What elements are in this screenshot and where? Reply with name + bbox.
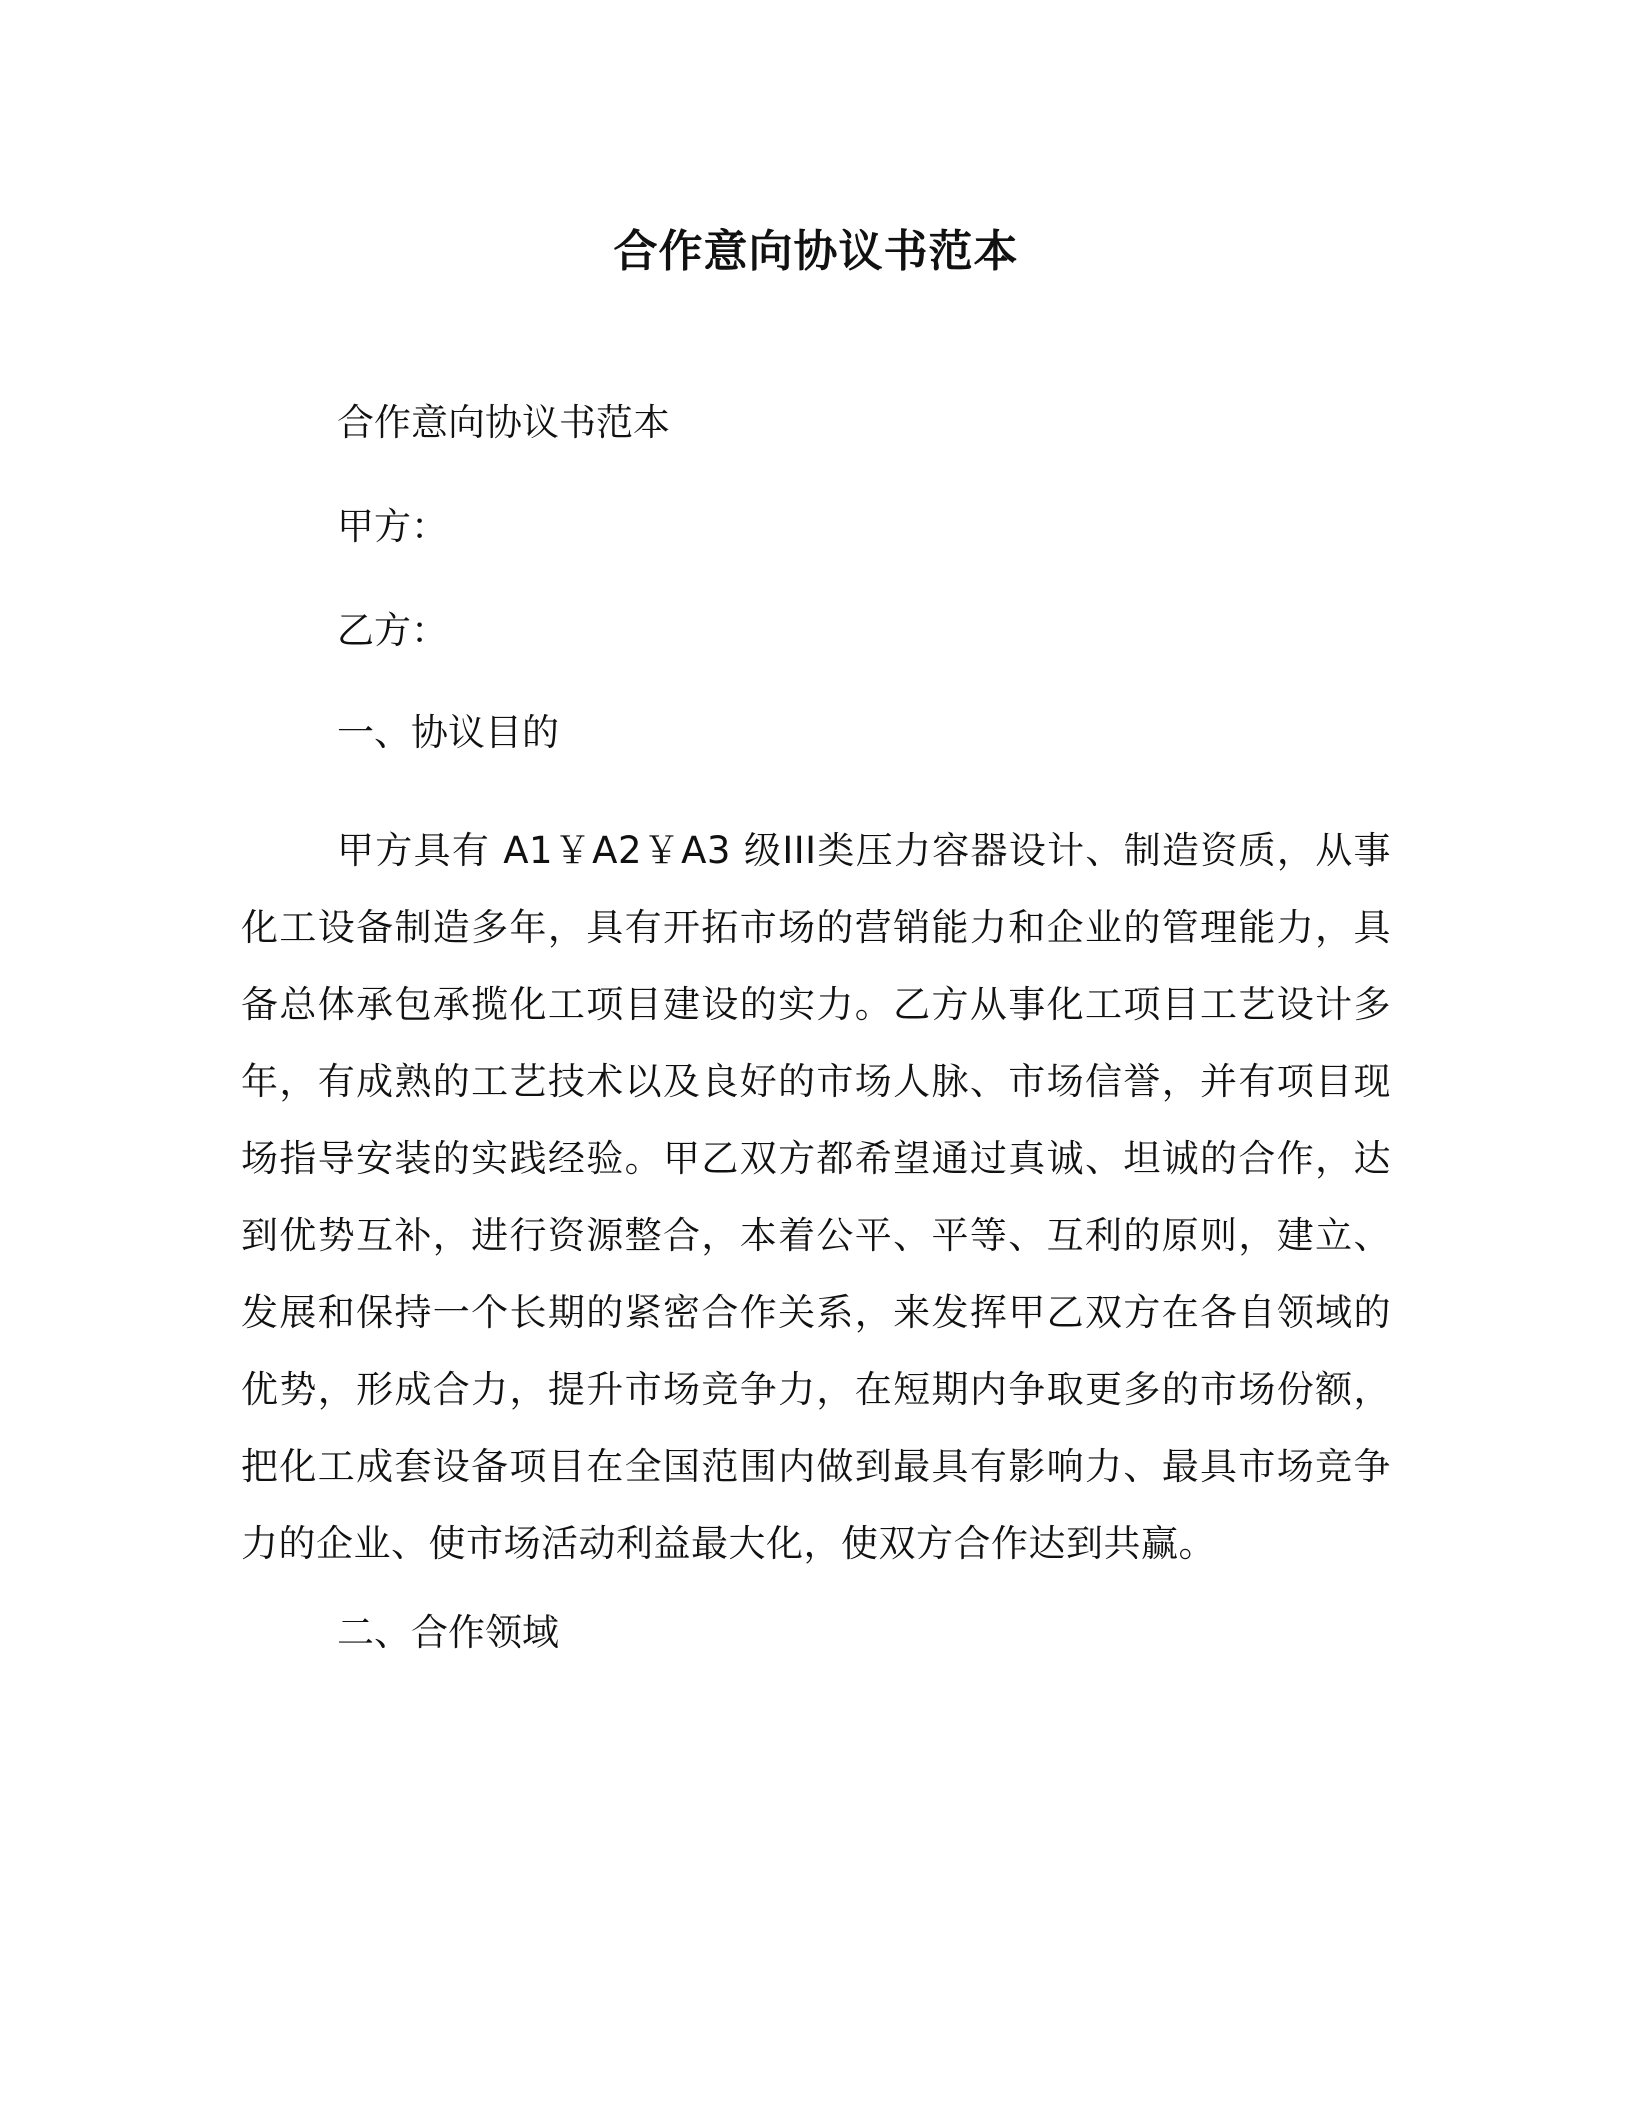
party-b-label: 乙方： (337, 609, 448, 652)
document-subtitle: 合作意向协议书范本 (337, 401, 670, 444)
party-a-label: 甲方： (337, 505, 448, 548)
section-2-heading: 二、合作领域 (337, 1611, 559, 1654)
section-1-body: 甲方具有 A1￥A2￥A3 级III类压力容器设计、制造资质，从事化工设备制造多年，具有开拓市场的营销能力和企业的管理能力，具备总体承包承揽化工项目建设的实力。乙方从事化工项目工艺设计多年，有成熟的工艺技术以及良好的市场人脉、市场信誉，并有项目现场指导安装的实践经验。甲乙双方都希望通过真诚、坦诚的合作，达到优势互补，进行资源整合，本着公平、平等、互利的原则，建立、发展和保持一个长期的紧密合作关系，来发挥甲乙双方在各自领域的优势，形成合力，提升市场竞争力，在短期内争取更多的市场份额，把化工成套设备项目在全国范围内做到最具有影响力、最具市场竞争力的企业、使市场活动利益最大化，使双方合作达到共赢。 (241, 829, 1391, 1565)
document-title: 合作意向协议书范本 (613, 226, 1019, 277)
section-1-heading: 一、协议目的 (337, 711, 559, 754)
